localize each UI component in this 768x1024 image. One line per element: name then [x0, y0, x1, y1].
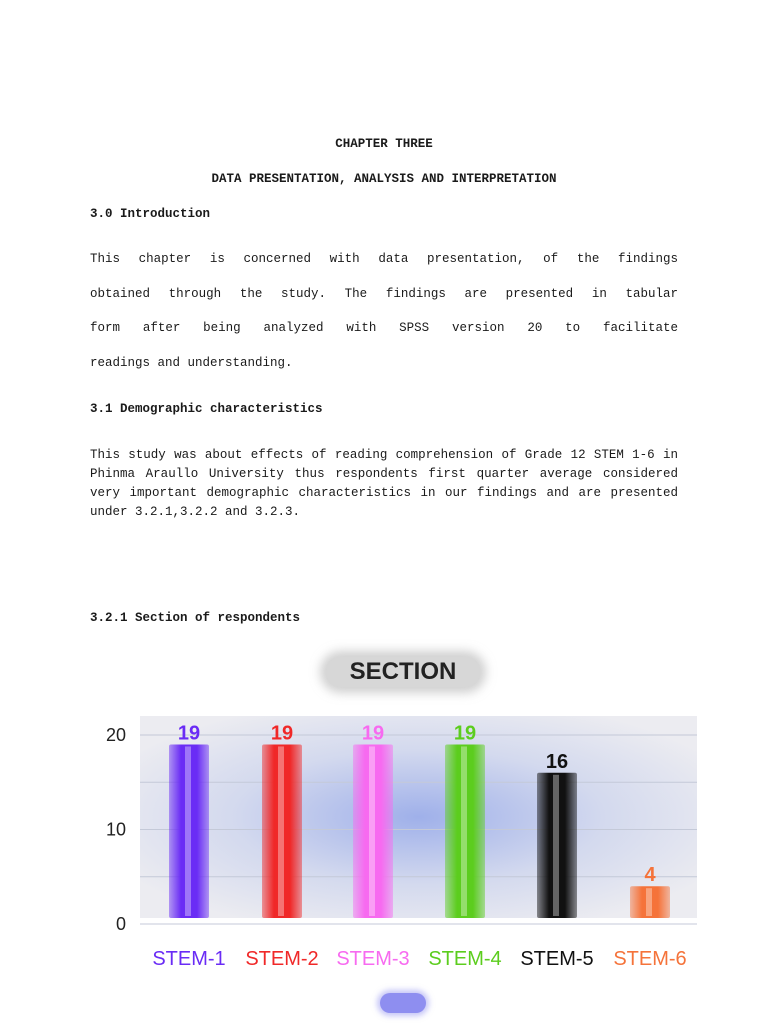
category-label: STEM-3 — [336, 948, 410, 970]
intro-paragraph — [90, 242, 678, 380]
chart-title: SECTION — [349, 658, 457, 685]
respondents-heading: 3.2.1 Section of respondents — [90, 611, 301, 625]
intro-line: readings and understanding. — [90, 355, 293, 370]
intro-line: obtained through the study. The findings are presented in tabular — [90, 286, 678, 301]
intro-heading: 3.0 Introduction — [90, 207, 211, 221]
bar-highlight — [461, 746, 467, 916]
category-label: STEM-2 — [245, 948, 319, 970]
bar-highlight — [185, 746, 191, 916]
data-label: 19 — [270, 722, 294, 745]
intro-line: form after being analyzed with SPSS version 20 to facilitate — [90, 321, 678, 335]
demographic-paragraph: This study was about effects of reading comprehension of Grade 12 STEM 1-6 in Phinma Araullo University thus respondents first quarter average considered very important demographic characteristics in our findings and are presented under 3.2.1,3.2.2 and 3.2.3. — [90, 448, 678, 519]
chapter-subtitle: DATA PRESENTATION, ANALYSIS AND INTERPRETATION — [211, 172, 557, 186]
category-label: STEM-1 — [152, 948, 226, 970]
data-label: 19 — [453, 722, 477, 745]
chapter-title: CHAPTER THREE — [335, 137, 433, 151]
data-label: 4 — [644, 864, 656, 887]
page-indicator[interactable] — [380, 993, 426, 1013]
bar-highlight — [646, 888, 652, 916]
y-tick-label: 0 — [115, 914, 126, 934]
y-tick-label: 10 — [105, 819, 126, 840]
category-label: STEM-6 — [613, 948, 687, 970]
y-axis-ticks — [106, 725, 126, 934]
demographic-heading: 3.1 Demographic characteristics — [90, 402, 323, 416]
category-label: STEM-4 — [428, 948, 502, 970]
bar-chart — [0, 700, 768, 980]
plot-area — [140, 716, 697, 918]
bar-highlight — [369, 746, 375, 916]
category-labels — [152, 948, 686, 970]
data-label: 19 — [177, 722, 201, 745]
y-tick-label: 20 — [105, 725, 126, 745]
bar-highlight — [553, 775, 559, 916]
data-label: 19 — [361, 722, 385, 745]
category-label: STEM-5 — [520, 948, 594, 970]
data-label: 16 — [545, 750, 569, 773]
bar-highlight — [278, 746, 284, 916]
intro-line: This chapter is concerned with data presentation, of the findings — [90, 252, 678, 266]
